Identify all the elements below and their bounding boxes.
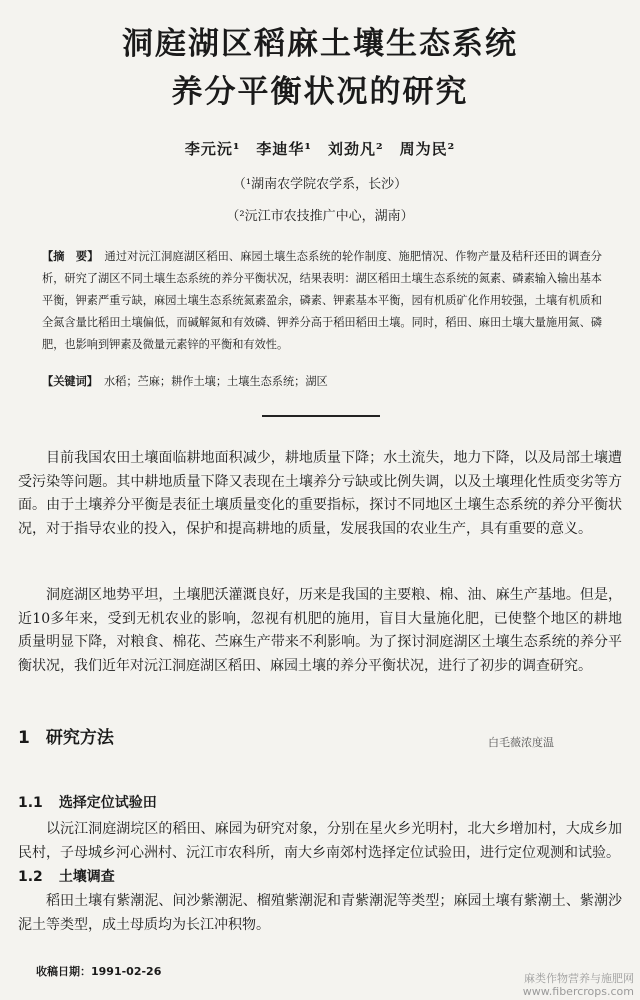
- section-title: 研究方法: [45, 728, 114, 748]
- keywords-text: 水稻；苎麻；耕作土壤；土壤生态系统；湖区: [103, 375, 328, 388]
- paper-title-line-2: 养分平衡状况的研究: [171, 74, 469, 110]
- site-watermark: [523, 972, 634, 998]
- subsection-heading-1-2: [18, 866, 115, 886]
- intro-paragraph-2: 洞庭湖区地势平坦，土壤肥沃灌溉良好，历来是我国的主要粮、棉、油、麻生产基地。但是，近10多年来，受到无机农业的影响，忽视有机肥的施用，盲目大量施化肥，已使整个地区的耕地质量明显下降，对粮食、棉花、苎麻生产带来不利影响。为了探讨洞庭湖区土壤生态系统的养分平衡状况，我们近年对沅江洞庭湖区稻田、麻园土壤的养分平衡状况，进行了初步的调查研究。: [18, 587, 622, 674]
- methods-paragraph-2: 稻田土壤有紫潮泥、间沙紫潮泥、榴殖紫潮泥和青紫潮泥等类型；麻园土壤有紫潮土、紫潮沙泥土等类型，成土母质均为长江冲积物。: [18, 893, 622, 933]
- subsection-number: 1.1: [18, 795, 43, 811]
- watermark-line-1: 麻类作物营养与施肥网: [524, 972, 634, 985]
- subsection-title: 土壤调查: [58, 869, 115, 885]
- abstract-label: 【摘 要】: [42, 250, 99, 263]
- methods-paragraph-1: 以沅江洞庭湖垸区的稻田、麻园为研究对象，分别在星火乡光明村，北大乡增加村，大成乡加民村，子母城乡河心洲村、沅江市农科所，南大乡南郊村选择定位试验田，进行定位观测和试验。: [18, 821, 622, 861]
- watermark-line-2: www.fibercrops.com: [522, 985, 634, 998]
- keywords: [42, 371, 602, 393]
- paper-title-line-1: 洞庭湖区稻麻土壤生态系统: [122, 26, 518, 62]
- section-number: 1: [18, 728, 30, 748]
- keywords-label: 【关键词】: [42, 375, 98, 388]
- section-heading-methods: [18, 723, 114, 748]
- abstract: [42, 246, 602, 356]
- intro-paragraph-1: 目前我国农田土壤面临耕地面积减少，耕地质量下降；水土流失，地力下降，以及局部土壤遭受污染等问题。其中耕地质量下降又表现在土壤养分亏缺或比例失调，以及土壤理化性质变劣等方面。由于土壤养分平衡是表征土壤质量变化的重要指标，探讨不同地区土壤生态系统的养分平衡状况，对于指导农业的投入，保护和提高耕地的质量，发展我国的农业生产，具有重要的意义。: [18, 450, 622, 537]
- section-divider: [262, 415, 380, 417]
- subsection-heading-1-1: [18, 792, 157, 812]
- affiliation-2: （²沅江市农技推广中心，湖南）: [226, 209, 414, 224]
- abstract-text: 通过对沅江洞庭湖区稻田、麻园土壤生态系统的轮作制度、施肥情况、作物产量及秸秆还田的调查分析，研究了湖区不同土壤生态系统的养分平衡状况，结果表明：湖区稻田土壤生态系统的氮素、磷素输入输出基本平衡，钾素严重亏缺，麻园土壤生态系统氮素盈余，磷素、钾素基本平衡，园有机质矿化作用较强，土壤有机质和全氮含量比稻田土壤偏低，而碱解氮和有效磷、钾养分高于稻田稻田土壤。同时，稻田、麻田土壤大量施用氮、磷肥，也影响到钾素及微量元素锌的平衡和有效性。: [42, 250, 602, 351]
- affiliation-1: （¹湖南农学院农学系，长沙）: [232, 177, 408, 192]
- subsection-title: 选择定位试验田: [58, 795, 157, 811]
- margin-handwritten-note: 白毛薇浓度温: [488, 736, 554, 749]
- received-date: 收稿日期：1991-02-26: [36, 965, 162, 978]
- subsection-number: 1.2: [18, 869, 43, 885]
- author-list: 李元沅¹ 李迪华¹ 刘劲凡² 周为民²: [184, 140, 456, 158]
